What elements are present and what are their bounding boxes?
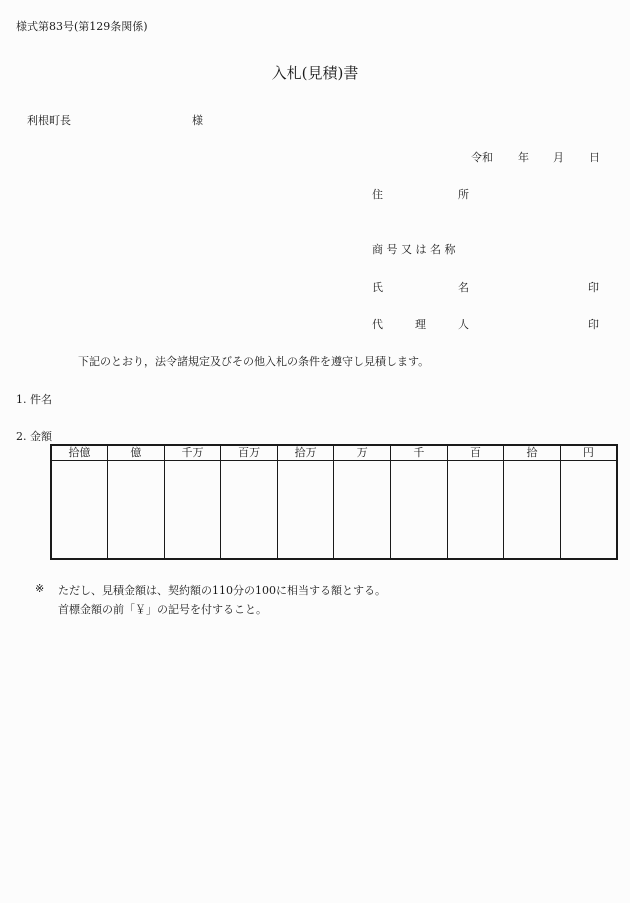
- addressee-name: 利根町長: [27, 114, 71, 127]
- addressee-honorific: 様: [192, 114, 203, 127]
- column-header: 拾万: [277, 445, 334, 461]
- note-line-1: ただし、見積金額は、契約額の110分の100に相当する額とする。: [58, 584, 386, 597]
- amount-cell[interactable]: [334, 461, 391, 560]
- document-title: 入札(見積)書: [271, 64, 359, 82]
- item-name-label: 1. 件名: [16, 393, 52, 406]
- column-header: 千万: [164, 445, 221, 461]
- amount-cell[interactable]: [277, 461, 334, 560]
- amount-cell[interactable]: [447, 461, 504, 560]
- agent-label-3: 人: [458, 318, 469, 331]
- amount-label: 2. 金額: [16, 430, 52, 443]
- note-line-2: 首標金額の前「￥」の記号を付すること。: [58, 603, 267, 616]
- amount-header-row: [51, 445, 617, 461]
- agent-seal: 印: [588, 318, 599, 331]
- date-day: 日: [589, 151, 600, 164]
- column-header: 拾: [504, 445, 561, 461]
- name-label-1: 氏: [372, 281, 383, 294]
- note-mark: ※: [35, 582, 45, 595]
- agent-label-1: 代: [372, 318, 383, 331]
- column-header: 万: [334, 445, 391, 461]
- agent-label-2: 理: [415, 318, 426, 331]
- address-label-2: 所: [458, 188, 469, 201]
- amount-entry-row: [51, 461, 617, 560]
- date-month: 月: [553, 151, 564, 164]
- amount-cell[interactable]: [164, 461, 221, 560]
- column-header: 円: [560, 445, 617, 461]
- address-label-1: 住: [372, 188, 383, 201]
- amount-table: [50, 444, 618, 560]
- amount-cell[interactable]: [560, 461, 617, 560]
- intro-text: 下記のとおり，法令諸規定及びその他入札の条件を遵守し見積します。: [78, 355, 430, 368]
- date-year: 年: [518, 151, 529, 164]
- amount-cell[interactable]: [108, 461, 165, 560]
- column-header: 拾億: [51, 445, 108, 461]
- name-seal: 印: [588, 281, 599, 294]
- column-header: 百万: [221, 445, 278, 461]
- column-header: 千: [391, 445, 448, 461]
- column-header: 百: [447, 445, 504, 461]
- amount-cell[interactable]: [391, 461, 448, 560]
- amount-cell[interactable]: [221, 461, 278, 560]
- amount-cell[interactable]: [504, 461, 561, 560]
- form-number: 様式第83号(第129条関係): [16, 20, 148, 33]
- trade-name-label: 商 号 又 は 名 称: [372, 243, 456, 256]
- column-header: 億: [108, 445, 165, 461]
- name-label-2: 名: [458, 281, 469, 294]
- date-era: 令和: [471, 151, 493, 164]
- amount-cell[interactable]: [51, 461, 108, 560]
